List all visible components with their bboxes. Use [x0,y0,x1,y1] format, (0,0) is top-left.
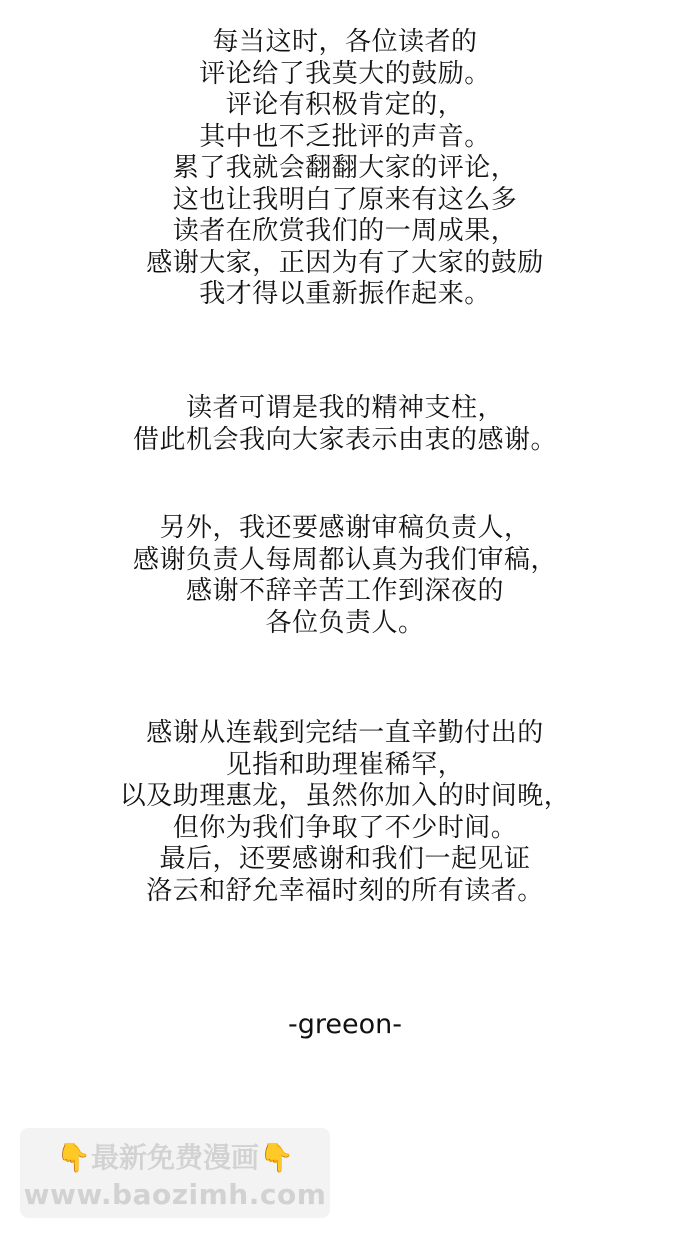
text-line: 各位负责人。 [265,607,425,638]
watermark-text: 最新免费漫画 [90,1141,259,1174]
paragraph-readers-pillar [0,393,690,456]
text-line: 感谢从连载到完结一直辛勤付出的 [146,718,544,748]
text-line: 借此机会我向大家表示由衷的感谢。 [132,424,557,455]
text-line: 评论有积极肯定的， [225,90,465,120]
text-line: 读者在欣赏我们的一周成果， [172,216,518,246]
author-signature: -greeon- [288,1009,402,1040]
watermark-url: www.baozimh.com [23,1178,327,1211]
text-line: 但你为我们争取了不少时间。 [172,812,518,843]
text-line: 这也让我明白了原来有这么多 [172,184,518,215]
paragraph-thanks-assistants [0,718,690,907]
paragraph-gratitude-to-readers [0,27,690,311]
text-line: 感谢大家，正因为有了大家的鼓励 [146,247,544,278]
text-line: 其中也不乏批评的声音。 [199,121,491,152]
text-line: 我才得以重新振作起来。 [199,279,491,309]
text-line: 感谢不辞辛苦工作到深夜的 [185,576,504,606]
text-line: 洛云和舒允幸福时刻的所有读者。 [146,875,544,906]
text-line: 评论给了我莫大的鼓励。 [199,58,491,89]
text-line: 累了我就会翻翻大家的评论， [172,153,518,183]
text-line: 另外，我还要感谢审稿负责人， [159,513,531,543]
text-line: 见指和助理崔稀罕， [225,749,465,780]
watermark-title [20,1139,330,1177]
watermark-banner[interactable] [20,1128,330,1218]
text-line: 最后，还要感谢和我们一起见证 [159,844,531,874]
text-line: 每当这时，各位读者的 [212,27,478,57]
paragraph-thanks-reviewers [0,513,690,639]
text-line: 感谢负责人每周都认真为我们审稿， [132,544,557,575]
pointing-down-icon: 👇 [259,1141,294,1174]
text-line: 读者可谓是我的精神支柱， [185,393,504,423]
pointing-down-icon: 👇 [56,1141,91,1174]
text-line: 以及助理惠龙，虽然你加入的时间晚， [119,781,571,811]
